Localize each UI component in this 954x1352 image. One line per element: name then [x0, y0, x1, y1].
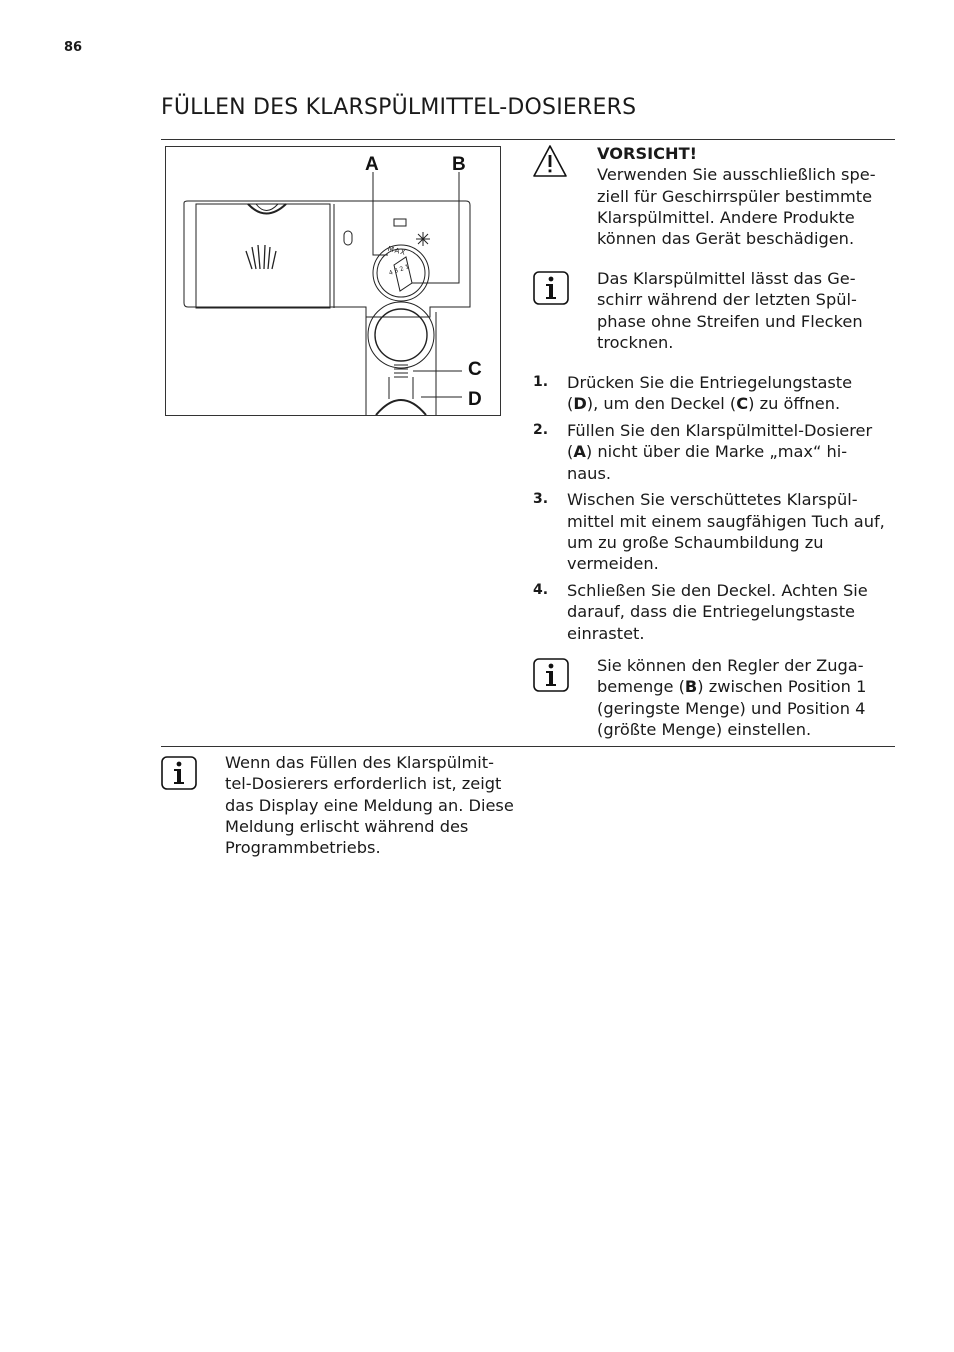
step-ref: A — [573, 442, 586, 462]
dial-max-text: MAX — [386, 244, 407, 258]
dispenser-drawing — [166, 147, 500, 415]
step-ref: D — [573, 394, 587, 414]
step-number: 3. — [533, 491, 549, 508]
label-a: A — [365, 154, 379, 175]
caution-heading: VORSICHT! — [597, 144, 698, 163]
page-number: 86 — [64, 40, 83, 55]
list-item — [533, 420, 888, 484]
section-rule — [161, 746, 895, 747]
list-item — [533, 489, 888, 574]
page-title: FÜLLEN DES KLARSPÜLMITTEL-DOSIERERS — [161, 95, 637, 120]
info-ref: B — [684, 677, 698, 697]
info-icon — [161, 756, 197, 790]
info-text: Sie können den Regler der Zuga-bemenge ( — [597, 656, 864, 697]
list-item — [533, 580, 888, 644]
title-rule — [161, 139, 895, 140]
step-text: ), um den Deckel ( — [586, 394, 737, 414]
step-text: ) zu öffnen. — [748, 394, 841, 414]
label-c: C — [468, 359, 482, 380]
info-text-3: Wenn das Füllen des Klarspülmit-tel-Dosierers erforderlich ist, zeigt das Display eine Meldung an. Diese Meldung erlischt während des Programmbetriebs. — [225, 753, 514, 858]
step-number: 4. — [533, 582, 549, 599]
list-item — [533, 372, 888, 415]
label-d: D — [468, 389, 482, 410]
step-text: ) nicht über die Marke „max“ hi-naus. — [567, 442, 848, 483]
step-number: 1. — [533, 374, 549, 390]
step-text: Füllen Sie den Klarspülmittel-Dosierer ( — [567, 421, 873, 462]
step-number: 2. — [533, 422, 549, 439]
info-text: ) zwischen Position 1 (geringste Menge) und Position 4 (größte Menge) einstellen. — [597, 677, 867, 739]
instruction-steps — [533, 372, 888, 650]
caution-text: Verwenden Sie ausschließlich spe-ziell für Geschirrspüler bestimmte Klarspülmittel. Andere Produkte können das Gerät beschädigen. — [597, 165, 876, 249]
label-b: B — [452, 154, 466, 175]
step-text: Wischen Sie verschüttetes Klarspül-mittel mit einem saugfähigen Tuch auf, um zu große Schaumbildung zu vermeiden. — [567, 490, 885, 574]
step-ref: C — [736, 394, 749, 414]
step-text: Schließen Sie den Deckel. Achten Sie darauf, dass die Entriegelungstaste einrastet. — [567, 581, 868, 643]
info-text-2 — [597, 655, 887, 740]
dial-positions-text: 4 3 2 1 — [388, 263, 411, 277]
step-text: Drücken Sie die Entriegelungstaste ( — [567, 373, 853, 414]
info-icon — [533, 271, 569, 305]
info-text-1: Das Klarspülmittel lässt das Ge-schirr während der letzten Spül-phase ohne Streifen und Flecken trocknen. — [597, 269, 863, 352]
info-icon — [533, 658, 569, 692]
caution-block — [597, 143, 887, 249]
warning-icon — [532, 143, 568, 177]
dispenser-illustration — [165, 146, 501, 416]
